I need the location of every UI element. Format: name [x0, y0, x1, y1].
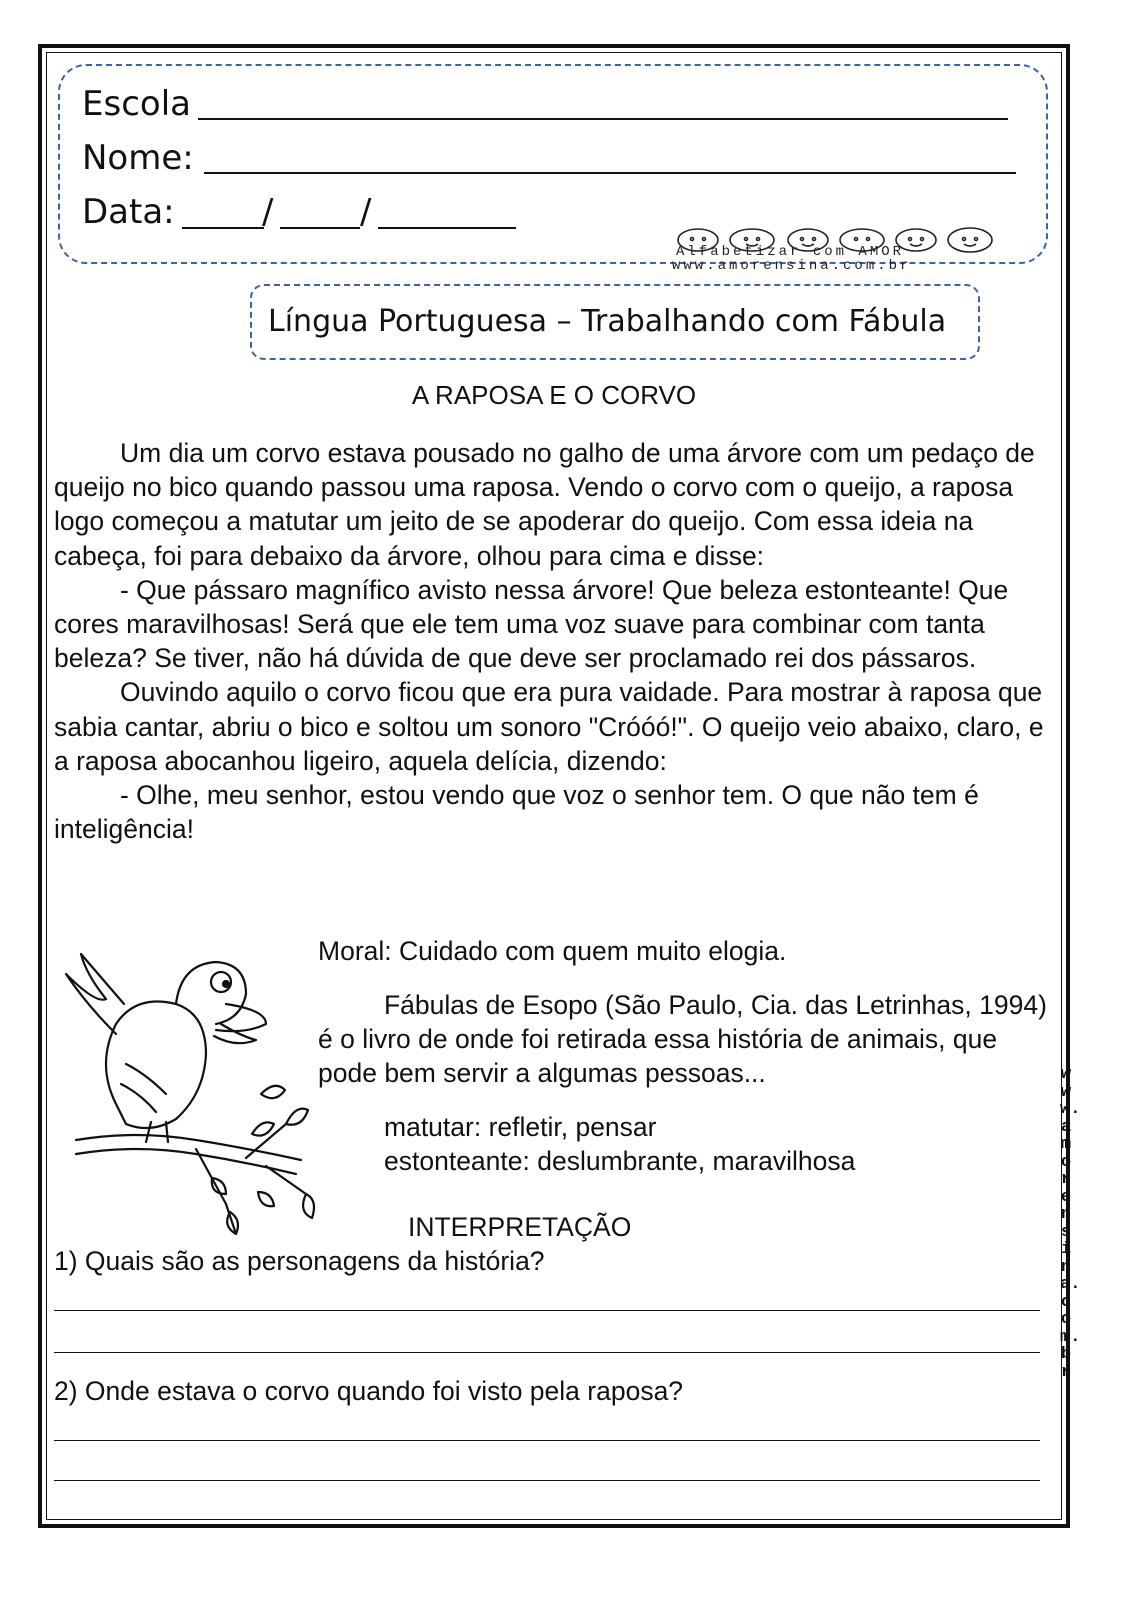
interpretation-heading: INTERPRETAÇÃO	[408, 1212, 632, 1242]
date-year-field[interactable]	[378, 227, 516, 229]
date-separator: /	[360, 192, 372, 232]
crow-illustration	[56, 944, 316, 1244]
side-watermark: www.amorensina.com.br	[1060, 1065, 1081, 1382]
answer-line[interactable]	[54, 1352, 1040, 1353]
date-month-field[interactable]	[280, 227, 360, 229]
vocabulary-list	[384, 1110, 855, 1178]
answer-line[interactable]	[54, 1440, 1040, 1441]
date-day-field[interactable]	[182, 227, 264, 229]
logo-url: www.amorensina.com.br	[672, 258, 912, 274]
school-field[interactable]	[198, 118, 1008, 120]
vocabulary-item: matutar: refletir, pensar	[384, 1112, 657, 1142]
story-paragraph: - Que pássaro magnífico avisto nessa árvore! Que beleza estonteante! Que cores maravilhosas! Será que ele tem uma voz suave para combinar com tanta beleza? Se tiver, não há dúvida de que deve ser proclamado rei dos pássaros.	[54, 574, 1009, 674]
answer-line[interactable]	[54, 1310, 1040, 1311]
date-separator: /	[262, 192, 274, 232]
name-field[interactable]	[204, 172, 1016, 174]
school-label: Escola	[82, 84, 191, 124]
date-label: Data:	[82, 192, 175, 232]
question-2: 2) Onde estava o corvo quando foi visto pela raposa?	[54, 1376, 684, 1406]
story-paragraph: Ouvindo aquilo o corvo ficou que era pura vaidade. Para mostrar à raposa que sabia cantar, abriu o bico e soltou um sonoro "Cróóó!". O queijo veio abaixo, claro, e a raposa abocanhou ligeiro, aquela delícia, dizendo:	[54, 677, 1044, 776]
answer-line[interactable]	[54, 1480, 1040, 1481]
story-source: Fábulas de Esopo (São Paulo, Cia. das Letrinhas, 1994) é o livro de onde foi retirada essa história de animais, que pode bem servir a algumas pessoas...	[318, 990, 1047, 1089]
story-paragraph: - Olhe, meu senhor, estou vendo que voz o senhor tem. O que não tem é inteligência!	[54, 780, 979, 845]
story-paragraph: Um dia um corvo estava pousado no galho de uma árvore com um pedaço de queijo no bico quando passou uma raposa. Vendo o corvo com o queijo, a raposa logo começou a matutar um jeito de se apoderar do queijo. Com essa ideia na cabeça, foi para debaixo da árvore, olhou para cima e disse:	[54, 438, 1035, 571]
story-text	[54, 436, 1059, 846]
vocabulary-item: estonteante: deslumbrante, maravilhosa	[384, 1146, 856, 1177]
logo-caption: Alfabetizar com AMOR	[676, 244, 905, 260]
story-moral: Moral: Cuidado com quem muito elogia.	[318, 936, 787, 966]
name-label: Nome:	[82, 138, 194, 178]
story-title: A RAPOSA E O CORVO	[411, 380, 697, 410]
question-1: 1) Quais são as personagens da história?	[54, 1246, 545, 1276]
subject-title: Língua Portuguesa – Trabalhando com Fábula	[250, 284, 980, 360]
